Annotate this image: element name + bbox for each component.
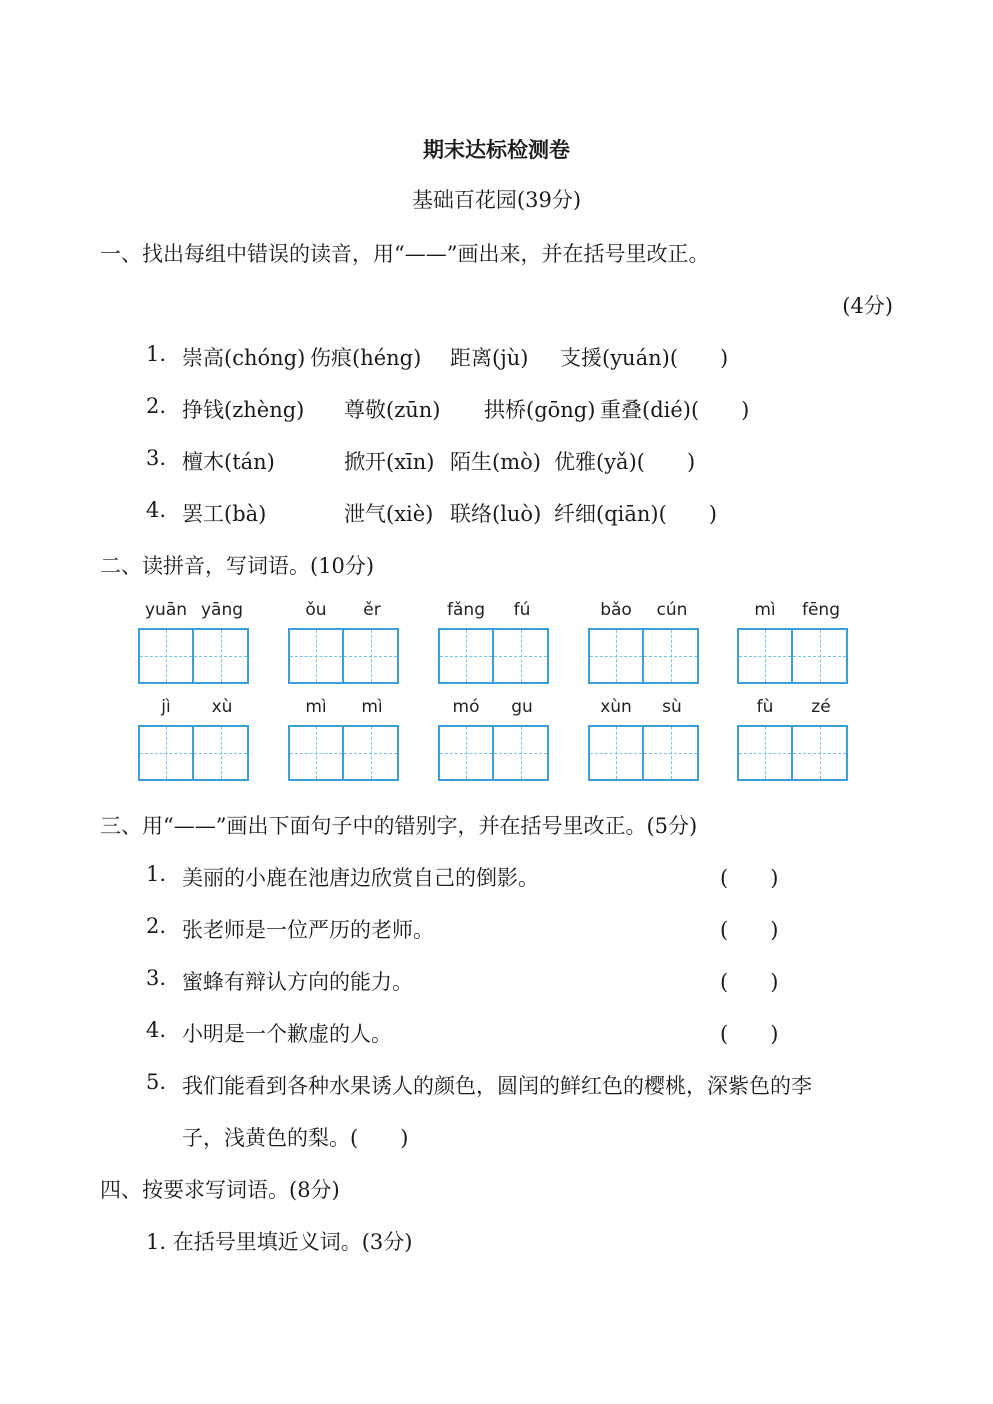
pinyin-label: fēng [801, 600, 840, 620]
writing-box[interactable] [793, 725, 848, 781]
writing-box[interactable] [138, 628, 194, 684]
writing-box[interactable] [588, 725, 644, 781]
writing-box[interactable] [494, 628, 549, 684]
writing-box[interactable] [588, 628, 644, 684]
writing-box[interactable] [344, 725, 399, 781]
pinyin-label: cún [656, 600, 688, 620]
section3-heading: 三、用“——”画出下面句子中的错别字，并在括号里改正。(5分) [100, 814, 698, 838]
pinyin-label: zé [811, 697, 831, 717]
pinyin-label: mì [361, 697, 383, 717]
sentence: 蜜蜂有辩认方向的能力。 [182, 970, 413, 994]
pinyin-label: xù [211, 697, 233, 717]
sentence-line: 子，浅黄色的梨。( ) [182, 1126, 409, 1150]
writing-box[interactable] [344, 628, 399, 684]
writing-box[interactable] [194, 628, 249, 684]
item-number: 3. [146, 966, 167, 990]
writing-box[interactable] [288, 725, 344, 781]
writing-box[interactable] [644, 725, 699, 781]
answer-paren[interactable]: ( ) [720, 970, 779, 994]
section1-score: (4分) [842, 294, 893, 318]
pinyin-label: ǒu [305, 600, 327, 620]
pinyin-label: mì [305, 697, 327, 717]
section4-heading: 四、按要求写词语。(8分) [100, 1178, 340, 1202]
pinyin-label: fǎng [447, 600, 485, 620]
pinyin-label: gu [511, 697, 533, 717]
writing-box[interactable] [737, 628, 793, 684]
word: 联络(luò) [450, 502, 542, 526]
writing-box[interactable] [438, 725, 494, 781]
s4-item-1: 1. 在括号里填近义词。(3分) [146, 1230, 413, 1254]
writing-box[interactable] [494, 725, 549, 781]
answer-paren[interactable]: ( ) [720, 866, 779, 890]
item-number: 2. [146, 914, 167, 938]
pinyin-label: jì [161, 697, 171, 717]
item-number: 1. [146, 862, 167, 886]
word: 挣钱(zhèng) [182, 398, 305, 422]
word: 陌生(mò) [450, 450, 541, 474]
writing-box[interactable] [644, 628, 699, 684]
sentence: 小明是一个歉虚的人。 [182, 1022, 392, 1046]
word: 优雅(yǎ)( ) [554, 450, 696, 474]
writing-box[interactable] [288, 628, 344, 684]
writing-box[interactable] [737, 725, 793, 781]
word: 支援(yuán)( ) [560, 346, 729, 370]
item-number: 4. [146, 498, 167, 522]
answer-paren[interactable]: ( ) [720, 918, 779, 942]
page-subtitle: 基础百花园(39分) [411, 188, 582, 212]
item-number: 2. [146, 394, 167, 418]
sentence: 张老师是一位严历的老师。 [182, 918, 434, 942]
pinyin-label: sù [662, 697, 682, 717]
item-number: 4. [146, 1018, 167, 1042]
word: 尊敬(zūn) [344, 398, 441, 422]
writing-box[interactable] [194, 725, 249, 781]
section2-heading: 二、读拼音，写词语。(10分) [100, 554, 375, 578]
item-number: 1. [146, 342, 167, 366]
pinyin-label: xùn [600, 697, 632, 717]
word: 檀木(tán) [182, 450, 275, 474]
sentence-line: 我们能看到各种水果诱人的颜色，圆闰的鲜红色的樱桃，深紫色的李 [182, 1074, 812, 1098]
word: 掀开(xīn) [344, 450, 435, 474]
answer-paren[interactable]: ( ) [720, 1022, 779, 1046]
word: 纤细(qiān)( ) [554, 502, 717, 526]
pinyin-label: mó [452, 697, 480, 717]
pinyin-label: yāng [200, 600, 244, 620]
writing-box[interactable] [793, 628, 848, 684]
sentence: 美丽的小鹿在池唐边欣赏自己的倒影。 [182, 866, 539, 890]
word: 罢工(bà) [182, 502, 267, 526]
word: 崇高(chóng) [182, 346, 306, 370]
page-title: 期末达标检测卷 [423, 137, 570, 162]
writing-box[interactable] [138, 725, 194, 781]
section1-heading: 一、找出每组中错误的读音，用“——”画出来，并在括号里改正。 [100, 242, 710, 266]
word: 距离(jù) [450, 346, 529, 370]
word: 拱桥(gōng) [484, 398, 596, 422]
pinyin-label: fù [756, 697, 774, 717]
item-number: 3. [146, 446, 167, 470]
pinyin-label: fú [513, 600, 531, 620]
pinyin-label: mì [754, 600, 776, 620]
word: 泄气(xiè) [344, 502, 434, 526]
pinyin-label: yuān [144, 600, 188, 620]
pinyin-label: bǎo [600, 600, 632, 620]
pinyin-label: ěr [363, 600, 381, 620]
writing-box[interactable] [438, 628, 494, 684]
item-number: 5. [146, 1070, 167, 1094]
word: 重叠(dié)( ) [600, 398, 750, 422]
word: 伤痕(héng) [310, 346, 422, 370]
